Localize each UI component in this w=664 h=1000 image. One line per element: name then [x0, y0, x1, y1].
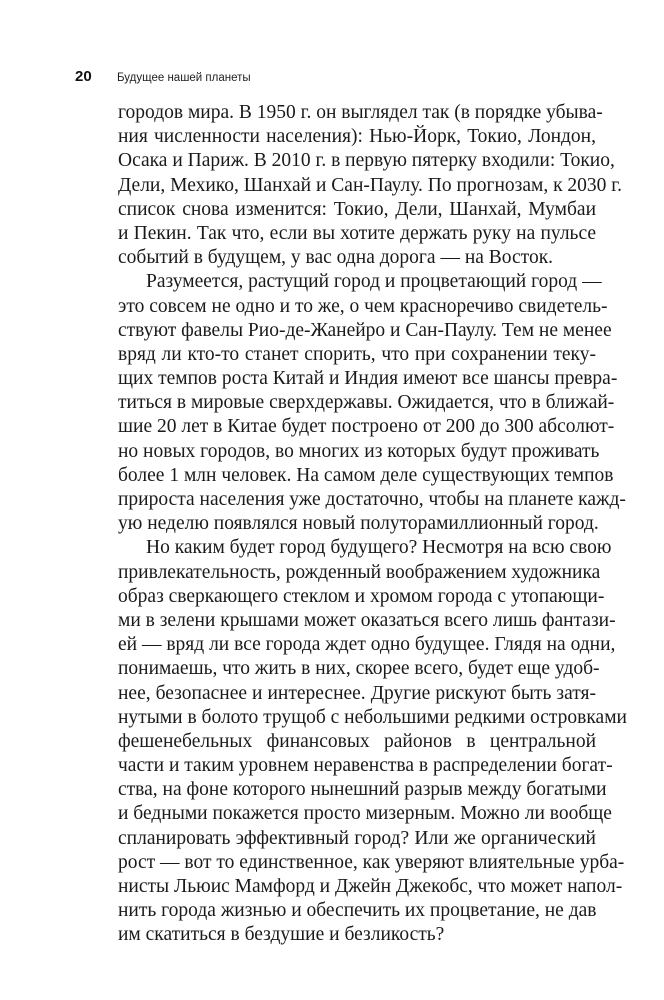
book-title: Будущее нашей планеты: [117, 72, 251, 84]
text-line: список снова изменится: Токио, Дели, Шанхай, Мумбаи: [118, 198, 596, 220]
text-line: нить города жизнью и обеспечить их процветание, не дав: [118, 900, 597, 922]
body-text: [118, 101, 627, 948]
paragraph-3: [118, 536, 627, 947]
text-line: городов мира. В 1950 г. он выглядел так (в порядке убыва-: [118, 102, 603, 123]
text-line: щих темпов роста Китай и Индия имеют все шансы превра-: [118, 368, 618, 390]
text-line: нутыми в болото трущоб с небольшими редкими островками: [118, 706, 627, 728]
text-line: части и таким уровнем неравенства в распределении богат-: [118, 755, 613, 777]
text-line: спланировать эффективный город? Или же органический: [118, 827, 596, 849]
text-line: и бедными покажется просто мизерным. Можно ли вообще: [118, 803, 612, 825]
text-line: образ сверкающего стеклом и хромом города с утопающи-: [118, 585, 605, 607]
text-line: прироста населения уже достаточно, чтобы на планете кажд-: [118, 489, 626, 510]
paragraph-2: [118, 270, 626, 536]
text-line: событий в будущем, у вас одна дорога — на Восток.: [118, 247, 554, 269]
text-line: ми в зелени крышами может оказаться всего лишь фантази-: [118, 609, 616, 631]
text-line: Дели, Мехико, Шанхай и Сан-Паулу. По прогнозам, к 2030 г.: [118, 174, 622, 196]
text-line: Разумеется, растущий город и процветающий город —: [146, 271, 602, 293]
text-line: Но каким будет город будущего? Несмотря на всю свою: [146, 537, 612, 559]
text-line: понимаешь, что жить в них, скорее всего, будет еще удоб-: [118, 658, 600, 680]
text-line: это совсем не одно и то же, о чем красноречиво свидетель-: [118, 295, 608, 317]
text-line: шие 20 лет в Китае будет построено от 200 до 300 абсолют-: [118, 416, 615, 438]
text-line: но новых городов, во многих из которых будут проживать: [118, 440, 600, 462]
text-line: вряд ли кто-то станет спорить, что при сохранении теку-: [118, 343, 596, 365]
paragraph-1: [118, 101, 622, 270]
text-line: более 1 млн человек. На самом деле существующих темпов: [118, 464, 614, 486]
text-line: титься в мировые сверхдержавы. Ожидается, что в ближай-: [118, 392, 615, 414]
text-line: рост — вот то единственное, как уверяют влиятельные урба-: [118, 851, 625, 873]
page-number: 20: [75, 68, 92, 85]
text-line: ства, на фоне которого нынешний разрыв между богатыми: [118, 779, 607, 801]
text-line: фешенебельных финансовых районов в центральной: [118, 730, 596, 752]
text-line: им скатиться в бездушие и безликость?: [118, 924, 445, 946]
text-line: и Пекин. Так что, если вы хотите держать руку на пульсе: [118, 222, 596, 244]
text-line: ния численности населения): Нью-Йорк, Токио, Лондон,: [118, 126, 596, 148]
text-line: нее, безопаснее и интереснее. Другие рискуют быть затя-: [118, 682, 596, 704]
text-line: ую неделю появлялся новый полуторамиллионный город.: [118, 513, 599, 535]
text-line: ствуют фавелы Рио-де-Жанейро и Сан-Паулу. Тем не менее: [118, 319, 612, 341]
text-line: нисты Льюис Мамфорд и Джейн Джекобс, что может напол-: [118, 876, 623, 897]
text-line: Осака и Париж. В 2010 г. в первую пятерку входили: Токио,: [118, 150, 615, 172]
text-line: привлекательность, рожденный воображением художника: [118, 561, 601, 583]
text-line: ей — вряд ли все города ждет одно будущее. Глядя на одни,: [118, 634, 616, 656]
